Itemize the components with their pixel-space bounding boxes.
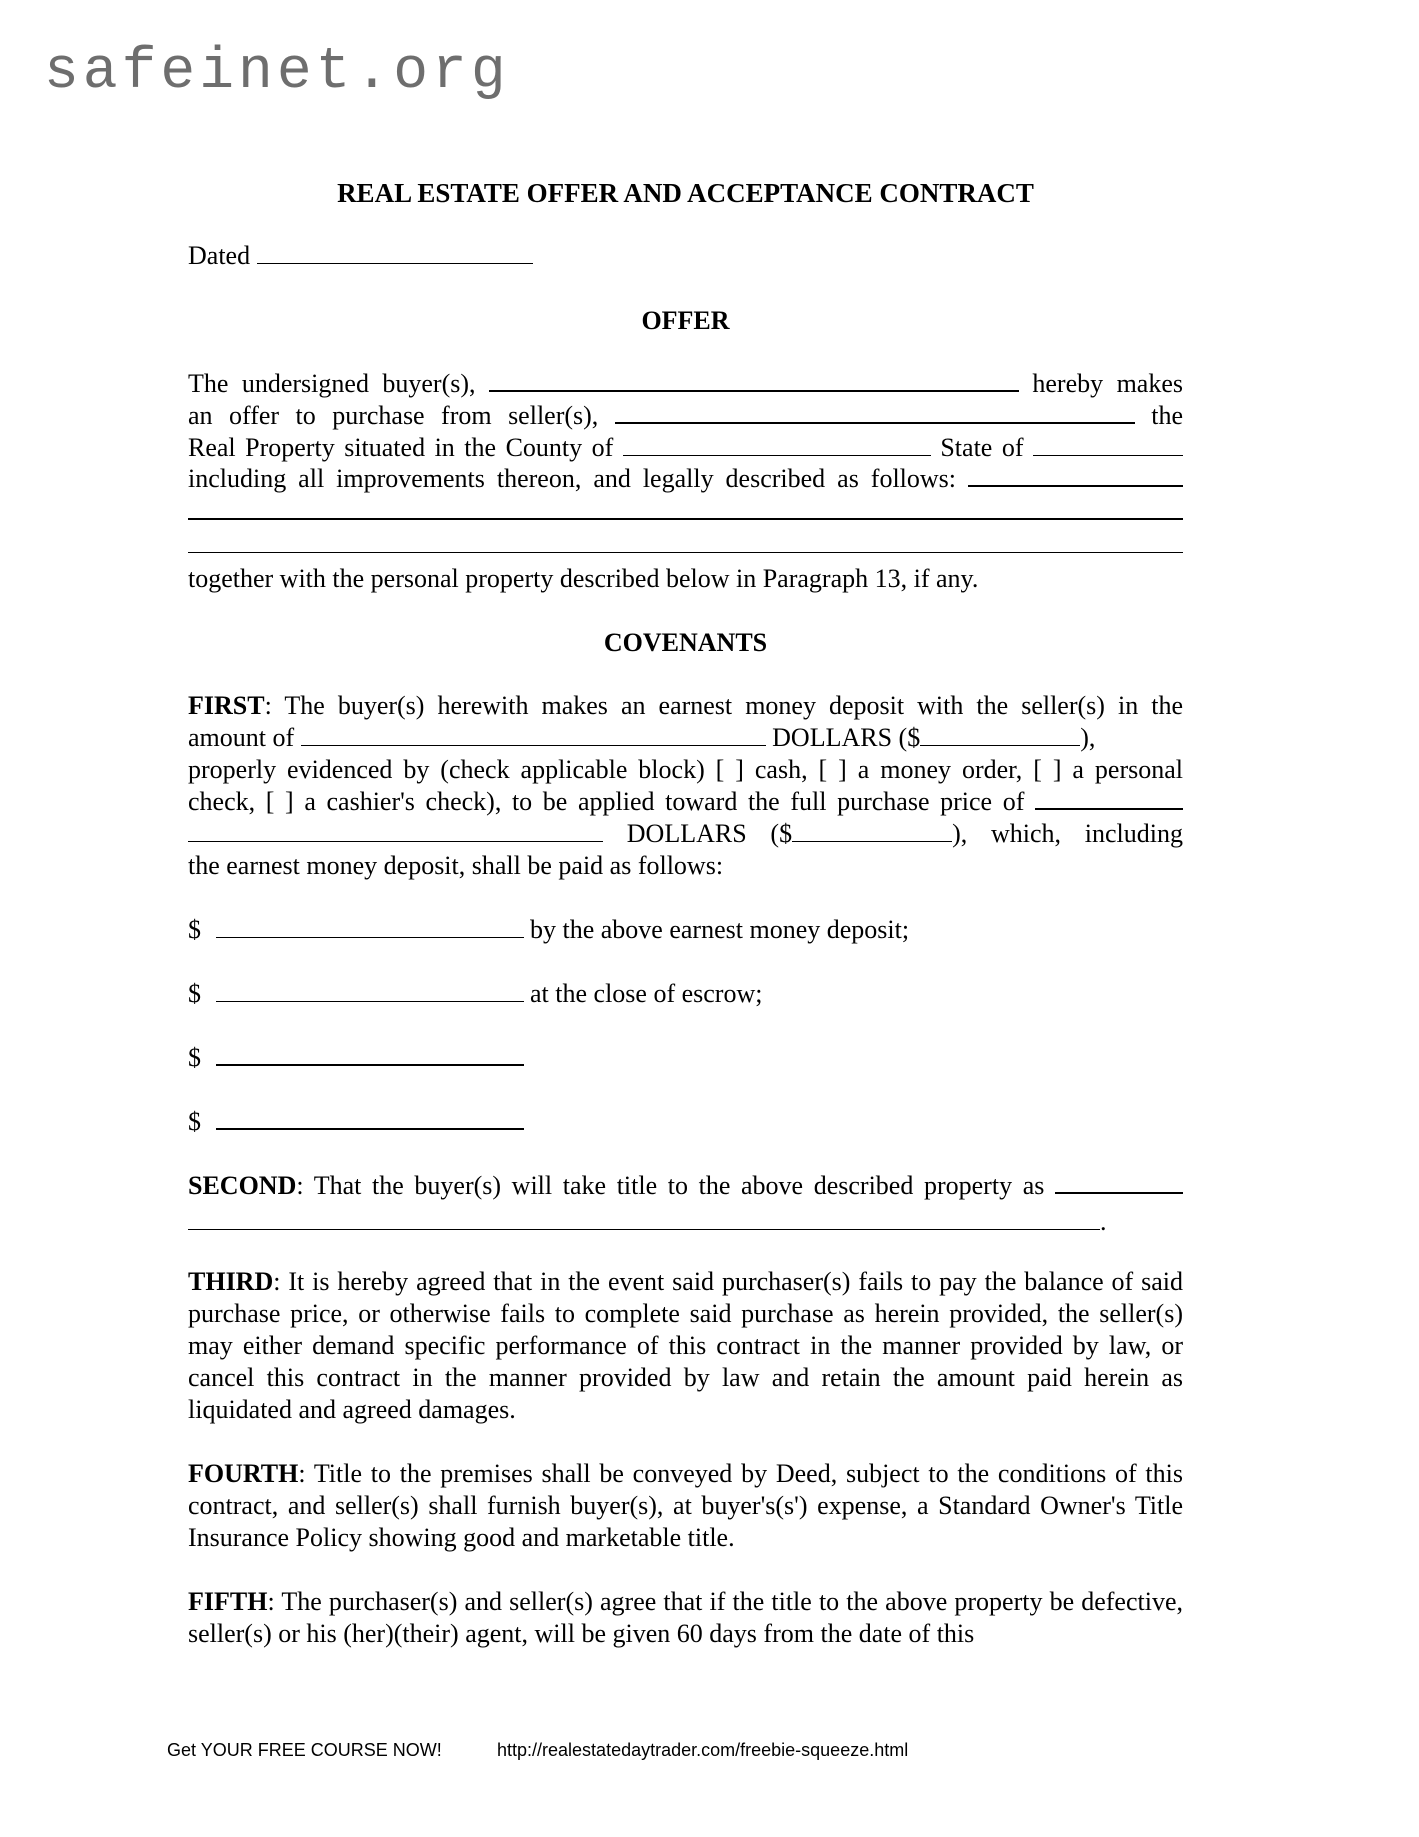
payment-line-1: $ by the above earnest money deposit;	[188, 915, 910, 944]
county-field[interactable]	[623, 433, 931, 456]
state-field[interactable]	[1033, 433, 1183, 456]
first-line-5: DOLLARS ($ ), which, including	[188, 818, 1183, 850]
offer-line-1: The undersigned buyer(s), hereby makes	[188, 369, 1183, 398]
purchase-price-field[interactable]	[792, 819, 952, 842]
first-line-2: amount of DOLLARS ($ ),	[188, 723, 1096, 752]
payment-amount-4-field[interactable]	[216, 1106, 524, 1130]
dated-label: Dated	[188, 241, 251, 270]
fifth-covenant: FIFTH: The purchaser(s) and seller(s) agree that if the title to the above property be defective, seller(s) or his (her)(their) agent, will be given 60 days from the date of this	[188, 1587, 1183, 1648]
earnest-amount-field[interactable]	[920, 723, 1080, 746]
dated-field[interactable]	[257, 241, 533, 264]
seller-name-field[interactable]	[615, 400, 1135, 424]
footer-url-link[interactable]: http://realestatedaytrader.com/freebie-squeeze.html	[497, 1740, 909, 1760]
legal-description-line-2[interactable]	[188, 518, 1183, 520]
page-title: REAL ESTATE OFFER AND ACCEPTANCE CONTRACT	[337, 178, 1034, 208]
title-vesting-field[interactable]	[1055, 1170, 1183, 1194]
first-line-3: properly evidenced by (check applicable block) [ ] cash, [ ] a money order, [ ] a personal	[188, 755, 1183, 784]
offer-line-4: including all improvements thereon, and legally described as follows:	[188, 463, 1183, 495]
legal-description-field[interactable]	[968, 463, 1183, 487]
payment-amount-2-field[interactable]	[216, 979, 524, 1002]
buyer-name-field[interactable]	[489, 368, 1019, 392]
legal-description-line-3[interactable]	[188, 552, 1183, 553]
payment-line-2: $ at the close of escrow;	[188, 979, 763, 1008]
covenants-heading: COVENANTS	[603, 628, 768, 657]
fourth-covenant: FOURTH: Title to the premises shall be conveyed by Deed, subject to the conditions of this contract, and seller(s) shall furnish buyer(s), at buyer's(s') expense, a Standard Owner's Title Insurance Policy showing good and marketable title.	[188, 1459, 1183, 1552]
earnest-amount-words-field[interactable]	[301, 723, 766, 746]
offer-line-2: an offer to purchase from seller(s), the	[188, 401, 1184, 430]
offer-heading: OFFER	[641, 306, 730, 335]
footer-promo[interactable]: Get YOUR FREE COURSE NOW!	[167, 1740, 442, 1760]
purchase-price-words-field[interactable]	[1035, 786, 1183, 810]
first-line-4: check, [ ] a cashier's check), to be applied toward the full purchase price of	[188, 786, 1183, 818]
title-vesting-field-2[interactable]	[188, 1207, 1100, 1230]
first-line-6: the earnest money deposit, shall be paid as follows:	[188, 851, 724, 880]
second-line-1: SECOND: That the buyer(s) will take title to the above described property as	[188, 1170, 1183, 1202]
payment-line-4: $	[188, 1106, 1183, 1138]
second-line-2: .	[188, 1206, 1183, 1238]
payment-amount-1-field[interactable]	[216, 915, 524, 938]
third-covenant: THIRD: It is hereby agreed that in the event said purchaser(s) fails to pay the balance of said purchase price, or otherwise fails to complete said purchase as herein provided, the seller(s) may either demand specific performance of this contract in the manner provided by law, or cancel this contract in the manner provided by law and retain the amount paid herein as liquidated and agreed damages.	[188, 1267, 1183, 1424]
watermark: safeinet.org	[44, 40, 510, 105]
offer-line-3: Real Property situated in the County of State of	[188, 432, 1183, 464]
first-line-1: FIRST: The buyer(s) herewith makes an earnest money deposit with the seller(s) in the	[188, 691, 1183, 720]
dated-line	[188, 240, 1183, 272]
offer-line-5: together with the personal property described below in Paragraph 13, if any.	[188, 564, 979, 593]
payment-amount-3-field[interactable]	[216, 1042, 524, 1066]
payment-line-3: $	[188, 1042, 1183, 1074]
purchase-price-words-field-2[interactable]	[188, 819, 603, 842]
